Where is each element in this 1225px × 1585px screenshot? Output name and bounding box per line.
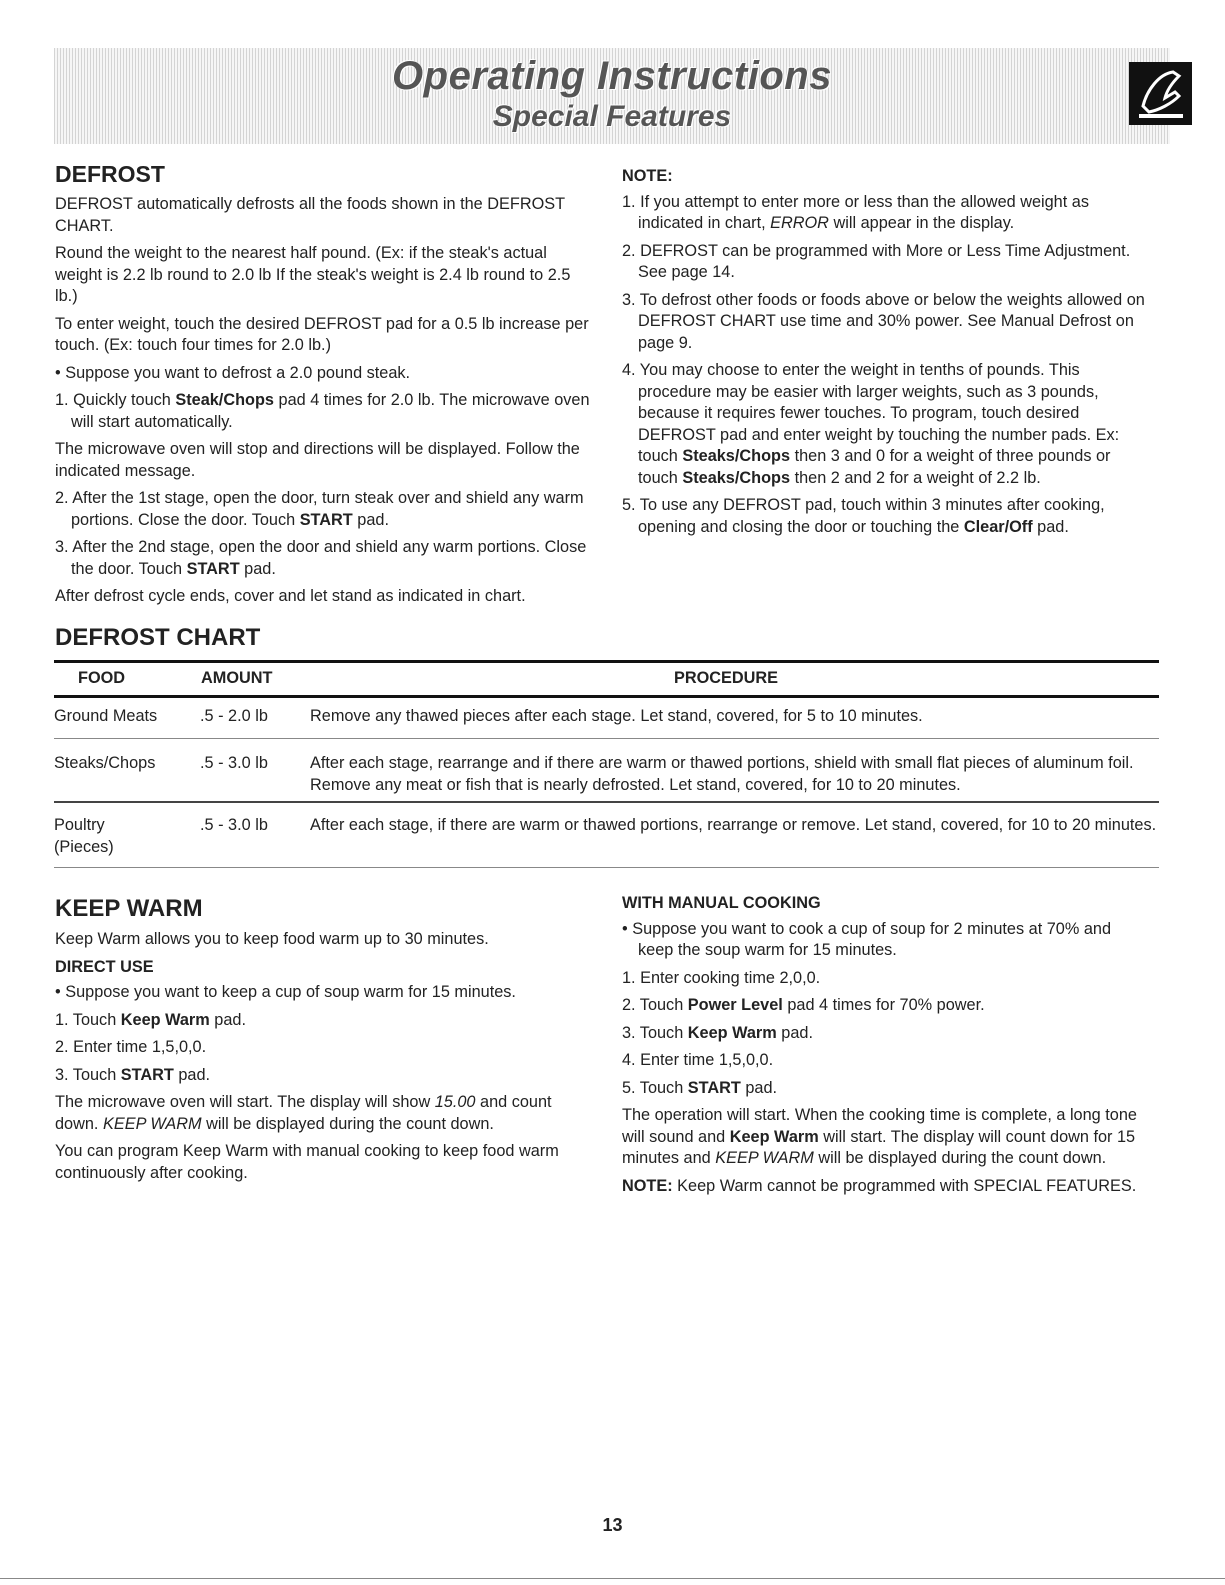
error-text: ERROR: [770, 214, 829, 232]
note-text: will appear in the display.: [828, 214, 1015, 232]
step-text: 1. Touch: [55, 1010, 121, 1029]
pad-name: Keep Warm: [729, 1127, 819, 1146]
manual-step-5: [622, 1078, 1147, 1100]
note-heading: NOTE:: [622, 167, 673, 185]
manual-step-3: [622, 1023, 1147, 1045]
keep-warm-paragraph: You can program Keep Warm with manual cooking to keep food warm continuously after cooking.: [55, 1142, 559, 1182]
note-text: 5. To use any DEFROST pad, touch within 3 minutes after cooking, opening and closing the door or touching the: [622, 496, 1105, 536]
note-item-5: [622, 495, 1147, 538]
defrost-paragraph: The microwave oven will stop and directions will be displayed. Follow the indicated message.: [55, 440, 580, 480]
cell-procedure: After each stage, if there are warm or thawed portions, rearrange or remove. Let stand, covered, for 10 to 20 minutes.: [310, 816, 1157, 834]
cell-procedure: Remove any thawed pieces after each stage. Let stand, covered, for 5 to 10 minutes.: [310, 707, 923, 725]
cell-amount: .5 - 2.0 lb: [200, 707, 268, 725]
pad-name: Steaks/Chops: [682, 447, 791, 465]
note-text: 1. If you attempt to enter more or less than the allowed weight as indicated in chart,: [622, 192, 1089, 232]
step-text: 3. After the 2nd stage, open the door and shield any warm portions. Close the door. Touch: [55, 538, 587, 578]
defrost-step-2: [55, 488, 595, 531]
step-text: pad.: [776, 1023, 813, 1042]
defrost-heading: DEFROST: [55, 161, 165, 187]
note-text: pad.: [1032, 517, 1069, 536]
hand-pointer-icon: [1129, 62, 1192, 125]
manual-step-2: [622, 995, 1147, 1017]
step-text: 5. Touch: [622, 1078, 688, 1097]
para-text: will be displayed during the count down.: [201, 1114, 494, 1133]
manual-step-4: 4. Enter time 1,5,0,0.: [622, 1051, 774, 1069]
food-line: Poultry: [54, 816, 105, 834]
manual-step-1: 1. Enter cooking time 2,0,0.: [622, 968, 821, 987]
step-text: 1. Quickly touch: [55, 391, 176, 409]
para-text: The operation will start. When the cooking time is complete, a long tone will sound and: [622, 1106, 1137, 1146]
manual-cooking-heading: WITH MANUAL COOKING: [622, 894, 821, 912]
keep-warm-paragraph: [55, 1092, 585, 1135]
display-text: KEEP WARM: [102, 1114, 202, 1133]
manual-bullet: • Suppose you want to cook a cup of soup for 2 minutes at 70% and keep the soup warm for 15 minutes.: [622, 919, 1112, 959]
para-text: The microwave oven will start. The display will show: [55, 1093, 435, 1111]
table-row: [54, 739, 1159, 803]
step-text: 3. Touch: [622, 1023, 688, 1042]
defrost-step-3: [55, 537, 595, 580]
step-text: pad.: [352, 510, 389, 529]
para-text: will start. The display will count down for 15 minutes and: [622, 1127, 1136, 1167]
pad-name: Steaks/Chops: [682, 468, 791, 487]
food-line: (Pieces): [54, 837, 114, 856]
note-item-2: 2. DEFROST can be programmed with More or Less Time Adjustment. See page 14.: [622, 241, 1131, 281]
display-text: 15.00: [434, 1093, 476, 1111]
step-text: 3. Touch: [55, 1065, 121, 1084]
table-row: [54, 698, 1159, 739]
header-procedure: PROCEDURE: [674, 669, 779, 687]
manual-cooking-section: [622, 893, 1147, 1203]
pad-name: START: [120, 1065, 174, 1084]
cell-procedure: After each stage, rearrange and if there are warm or thawed portions, shield with small flat pieces of aluminum foil. Remove any meat or fish that is nearly defrosted. Let stand, covered, for 10 to 20 minutes.: [310, 754, 1134, 794]
defrost-paragraph: Round the weight to the nearest half pound. (Ex: if the steak's actual weight is 2.2 lb round to 2.0 lb If the steak's weight is 2.4 lb round to 2.5 lb.): [55, 244, 571, 305]
header-amount: AMOUNT: [201, 669, 273, 687]
cell-food: Steaks/Chops: [54, 754, 156, 772]
keep-warm-step-2: 2. Enter time 1,5,0,0.: [55, 1038, 207, 1056]
table-row: [54, 803, 1159, 868]
step-text: 2. After the 1st stage, open the door, turn steak over and shield any warm portions. Close the door. Touch: [55, 489, 584, 529]
cell-amount: .5 - 3.0 lb: [200, 754, 268, 772]
keep-warm-step-1: [55, 1010, 585, 1032]
step-text: pad.: [209, 1010, 246, 1029]
manual-paragraph: [622, 1105, 1147, 1170]
cell-food: [54, 815, 114, 858]
table-header: [54, 660, 1159, 698]
step-text: pad.: [740, 1078, 778, 1097]
keep-warm-intro: Keep Warm allows you to keep food warm up to 30 minutes.: [55, 930, 489, 948]
keep-warm-bullet: • Suppose you want to keep a cup of soup warm for 15 minutes.: [55, 983, 516, 1001]
para-text: will be displayed during the count down.: [813, 1149, 1107, 1167]
note-label: NOTE:: [622, 1176, 673, 1195]
keep-warm-step-3: [55, 1065, 585, 1087]
step-pad-name: START: [299, 510, 353, 529]
note-item-4: [622, 360, 1147, 489]
step-text: pad 4 times for 70% power.: [782, 996, 985, 1014]
para-text: and count down.: [55, 1093, 552, 1133]
pad-name: Keep Warm: [120, 1010, 210, 1029]
step-text: pad.: [239, 559, 276, 578]
step-text: pad 4 times for 2.0 lb. The microwave oven will start automatically.: [71, 391, 590, 431]
defrost-paragraph: After defrost cycle ends, cover and let stand as indicated in chart.: [55, 587, 526, 605]
step-pad-name: START: [186, 559, 240, 578]
pad-name: START: [687, 1078, 741, 1097]
defrost-bullet: • Suppose you want to defrost a 2.0 pound steak.: [55, 363, 411, 382]
keep-warm-section: [55, 895, 585, 1190]
header-food: FOOD: [78, 669, 126, 687]
defrost-chart-title: DEFROST CHART: [55, 624, 261, 651]
page-header-banner: [54, 48, 1170, 144]
page-number: 13: [602, 1515, 623, 1535]
direct-use-heading: DIRECT USE: [55, 957, 154, 976]
note-item-3: 3. To defrost other foods or foods above or below the weights allowed on DEFROST CHART use time and 30% power. See Manual Defrost on page 9.: [622, 290, 1145, 352]
manual-note: [622, 1176, 1147, 1198]
page-title: Operating Instructions: [392, 54, 832, 98]
pad-name: Clear/Off: [963, 517, 1033, 536]
note-text: 4. You may choose to enter the weight in tenths of pounds. This procedure may be easier with larger weights, such as 3 pounds, because it requires fewer touches. To program, touch desired DEFROST pad and enter weight by touching the number pads. Ex: touch: [622, 361, 1120, 465]
note-text: then 2 and 2 for a weight of 2.2 lb.: [790, 468, 1041, 487]
pad-name: Keep Warm: [687, 1023, 777, 1042]
step-text: pad.: [173, 1065, 211, 1084]
note-text: Keep Warm cannot be programmed with SPECIAL FEATURES.: [672, 1176, 1137, 1195]
step-text: 2. Touch: [622, 996, 688, 1014]
note-text: then 3 and 0 for a weight of three pounds or touch: [638, 447, 1111, 487]
cell-food: Ground Meats: [54, 707, 158, 725]
defrost-paragraph: DEFROST automatically defrosts all the foods shown in the DEFROST CHART.: [55, 195, 565, 235]
step-pad-name: Steak/Chops: [175, 391, 274, 409]
cell-amount: .5 - 3.0 lb: [200, 816, 268, 834]
bottom-divider: [0, 1578, 1225, 1579]
defrost-paragraph: To enter weight, touch the desired DEFROST pad for a 0.5 lb increase per touch. (Ex: touch four times for 2.0 lb.): [55, 314, 589, 354]
note-section: [622, 166, 1147, 544]
display-text: KEEP WARM: [715, 1149, 814, 1167]
defrost-section: [55, 160, 595, 614]
keep-warm-heading: KEEP WARM: [55, 895, 203, 922]
defrost-step-1: [55, 390, 595, 433]
note-item-1: [622, 192, 1147, 235]
page-subtitle: Special Features: [492, 100, 732, 133]
pad-name: Power Level: [687, 996, 783, 1014]
defrost-chart-table: [54, 660, 1159, 868]
